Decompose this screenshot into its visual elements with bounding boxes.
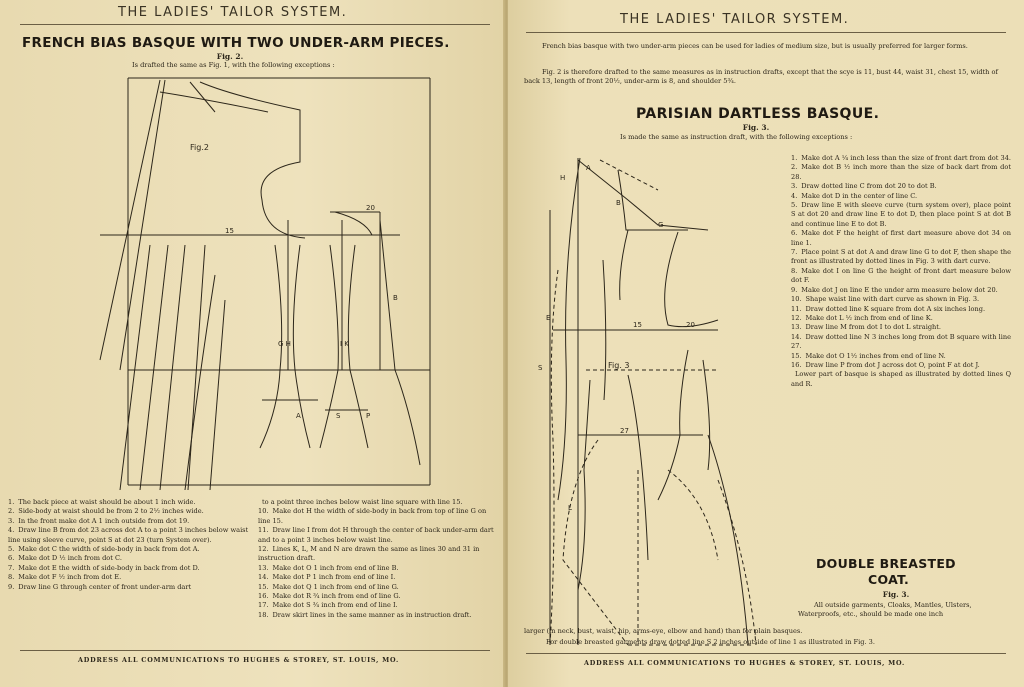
instructions-right [791,154,1011,389]
header-rule-right [526,32,1006,33]
list-item: to a point three inches below waist line square with line 15. [262,498,463,506]
coat-title-line1: DOUBLE BREASTED [816,556,956,571]
list-item: 15. Make dot O 1½ inches from end of line N. [791,351,946,360]
page-title-right: PARISIAN DARTLESS BASQUE. [636,106,880,122]
svg-text:Fig.2: Fig.2 [190,143,209,152]
list-item: 18. Draw skirt lines in the same manner as in instruction draft. [258,610,472,619]
list-item: 16. Draw line P from dot J across dot O, point F at dot J. [791,360,980,369]
list-item: 15. Make dot Q 1 inch from end of line G. [258,582,399,591]
list-item: 13. Draw line M from dot I to dot L straight. [791,323,942,332]
header-rule-left [20,24,490,25]
list-item: 14. Draw dotted line N 3 inches long from dot B square with line 27. [791,332,1011,351]
list-item: 12. Lines K, L, M and N are drawn the same as lines 30 and 31 in instruction draft. [258,545,480,563]
svg-text:L: L [568,504,572,512]
footer-rule-right [526,653,1006,654]
list-item: 1. The back piece at waist should be about 1 inch wide. [8,498,196,506]
instructions-col2-left [258,498,498,620]
list-item: 6. Make dot F the height of first dart measure above dot 34 on line 1. [791,229,1011,247]
list-item: 9. Make dot J on line E the under arm measure below dot 20. [791,285,998,294]
list-item: 12. Make dot L ½ inch from end of line K. [791,313,933,322]
svg-text:S: S [336,412,341,420]
svg-text:A: A [586,164,591,172]
svg-text:E: E [546,314,551,322]
svg-text:15: 15 [633,321,642,329]
list-item: 13. Make dot O 1 inch from end of line B. [258,563,399,572]
list-item: 4. Draw line B from dot 23 across dot A to a point 3 inches below waist line using sleeve curve, point S at dot 23 (turn System over). [8,526,249,544]
list-item: 7. Make dot E the width of side-body in back from dot D. [8,563,200,572]
intro-p1-right: French bias basque with two under-arm pieces can be used for ladies of medium size, but is usually preferred for larger forms. [542,42,968,50]
list-item: 8. Make dot F ½ inch from dot E. [8,573,122,582]
coat-fig-label: Fig. 3. [882,590,910,599]
page-title-left: FRENCH BIAS BASQUE WITH TWO UNDER-ARM PIECES. [22,35,450,51]
intro-left: Is drafted the same as Fig. 1, with the following exceptions : [132,61,335,69]
coat-paragraph-3: For double breasted garments draw dotted line S 2 inches outside of line 1 as illustrated in Fig. 3. [546,638,875,646]
svg-text:15: 15 [225,227,234,235]
list-item: 14. Make dot P 1 inch from end of line I. [258,573,396,582]
list-item: 16. Make dot R ¾ inch from end of line G. [258,592,401,601]
pattern-diagram-fig2 [0,70,505,490]
svg-text:20: 20 [686,321,695,329]
list-item: Lower part of basque is shaped as illustrated by dotted lines Q and R. [791,370,1011,388]
list-item: 8. Make dot I on line G the height of front dart measure below dot F. [791,266,1011,285]
svg-text:G H: G H [278,340,291,348]
left-page [0,0,505,687]
list-item: 17. Make dot S ¾ inch from end of line I. [258,601,398,610]
pattern-diagram-fig3 [508,140,798,650]
svg-text:27: 27 [620,427,629,435]
footer-right: ADDRESS ALL COMMUNICATIONS TO HUGHES & STOREY, ST. LOUIS, MO. [584,659,906,667]
coat-paragraph-1: All outside garments, Cloaks, Mantles, Ulsters, Waterproofs, etc., should be made one inch [798,601,972,619]
coat-paragraph-2: larger (in neck, bust, waist, hip, arms-eye, elbow and hand) than for plain basques. [524,627,803,635]
footer-left: ADDRESS ALL COMMUNICATIONS TO HUGHES & STOREY, ST. LOUIS, MO. [78,656,400,664]
list-item: 5. Make dot C the width of side-body in back from dot A. [8,545,200,554]
list-item: 6. Make dot D ½ inch from dot C. [8,554,122,563]
right-page [508,0,1024,687]
list-item: 5. Draw line E with sleeve curve (turn system over), place point S at dot 20 and draw line E to dot D, then place point S at dot B and continue line E to dot B. [791,201,1011,228]
list-item: 2. Make dot B ½ inch more than the size of back dart from dot 28. [791,163,1011,181]
list-item: 10. Shape waist line with dart curve as shown in Fig. 3. [791,295,980,304]
list-item: 7. Place point S at dot A and draw line G to dot F, then shape the front as illustrated by dotted lines in Fig. 3 with dart curve. [791,248,1011,266]
list-item: 2. Side-body at waist should be from 2 to 2½ inches wide. [8,507,204,516]
svg-text:20: 20 [366,204,375,212]
svg-text:I K: I K [340,340,349,348]
svg-text:G: G [658,221,664,229]
intro-p2-right: Fig. 2 is therefore drafted to the same measures as in instruction drafts, except that the scye is 11, bust 44, waist 31, chest 15, width of back 13, length of front 20½, under-arm is 8, and shoulder 5¾. [524,68,998,86]
intro-right: Is made the same as instruction draft, with the following exceptions : [620,133,853,141]
running-head-right: THE LADIES' TAILOR SYSTEM. [620,12,850,27]
footer-rule-left [20,650,490,651]
list-item: 9. Draw line G through center of front under-arm dart [8,582,192,591]
running-head-left: THE LADIES' TAILOR SYSTEM. [118,5,348,20]
instructions-col1-left [8,498,253,592]
svg-text:P: P [366,412,371,420]
list-item: 4. Make dot D in the center of line C. [791,191,918,200]
list-item: 11. Draw line I from dot H through the center of back under-arm dart and to a point 3 inches below waist line. [258,526,494,544]
list-item: 3. In the front make dot A 1 inch outside from dot 19. [8,516,190,525]
svg-text:B: B [616,199,621,207]
list-item: 3. Draw dotted line C from dot 20 to dot B. [791,182,937,191]
fig-label-right: Fig. 3. [742,123,770,132]
svg-text:H: H [560,174,566,182]
svg-text:B: B [393,294,398,302]
fig-label-left: Fig. 2. [216,52,244,61]
list-item: 1. Make dot A ¼ inch less than the size of front dart from dot 34. [791,154,1011,162]
list-item: 10. Make dot H the width of side-body in back from top of line G on line 15. [258,507,487,525]
svg-text:A: A [296,412,301,420]
list-item: 11. Draw dotted line K square from dot A six inches long. [791,304,986,313]
svg-text:S: S [538,364,543,372]
svg-text:Fig. 3: Fig. 3 [608,361,630,370]
coat-title-line2: COAT. [868,572,910,587]
